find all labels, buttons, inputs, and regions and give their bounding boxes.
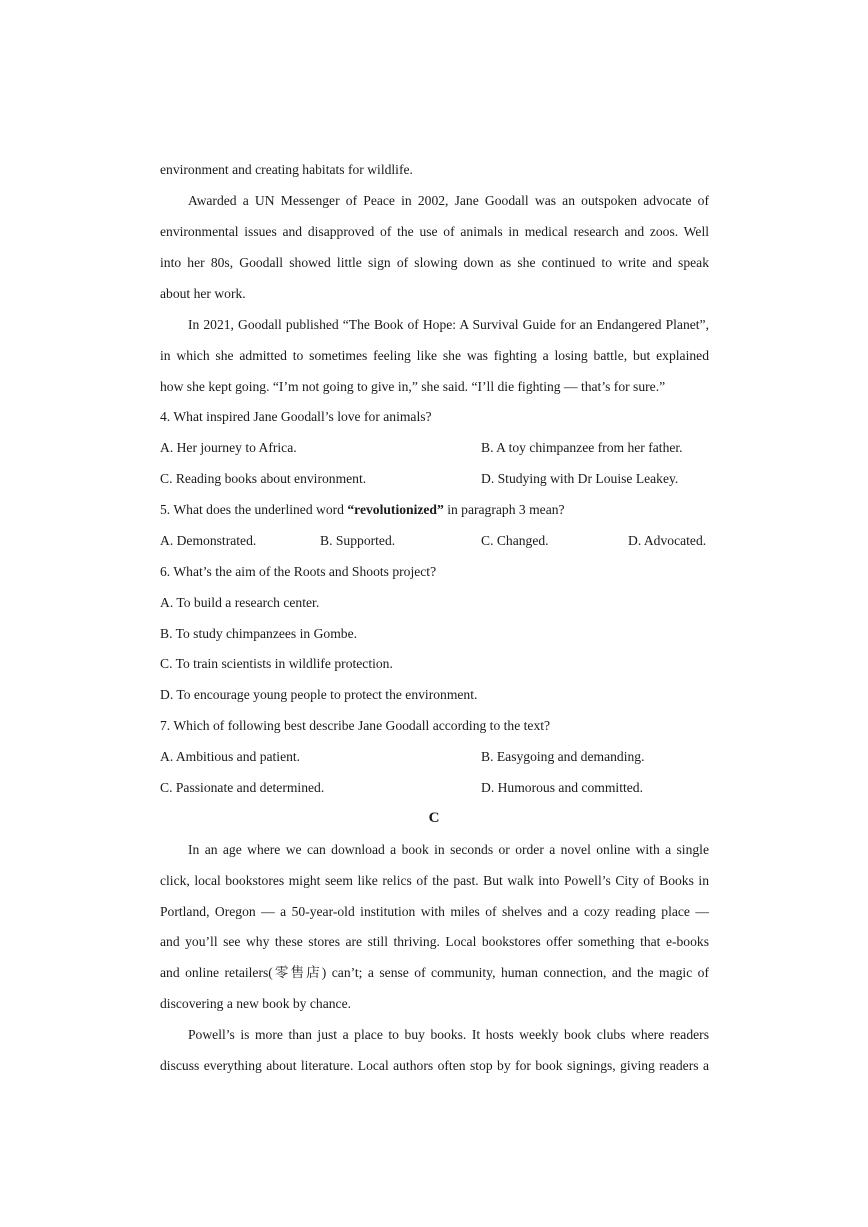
passage-c-line: click, local bookstores might seem like relics of the past. But walk into Powell’s City of Books in [160, 873, 709, 888]
q6-option-a: A. To build a research center. [160, 595, 320, 610]
q6-option-b: B. To study chimpanzees in Gombe. [160, 626, 358, 641]
q4-option-c: C. Reading books about environment. [160, 471, 367, 486]
q5-stem-pre: 5. What does the underlined word [160, 502, 348, 517]
q6-option-d: D. To encourage young people to protect the environment. [160, 687, 478, 702]
passage-c-line: discuss everything about literature. Local authors often stop by for book signings, giving readers a [160, 1058, 709, 1073]
question-6-stem: 6. What’s the aim of the Roots and Shoots project? [160, 564, 437, 579]
passage-c-line: discovering a new book by chance. [160, 996, 352, 1011]
q7-option-b: B. Easygoing and demanding. [481, 749, 645, 764]
passage-b-line: Awarded a UN Messenger of Peace in 2002, Jane Goodall was an outspoken advocate of [188, 193, 709, 208]
passage-c-line: and online retailers(零售店) can’t; a sense of community, human connection, and the magic of [160, 965, 709, 980]
passage-b-line: environmental issues and disapproved of the use of animals in medical research and zoos. Well [160, 224, 709, 239]
q5-option-b: B. Supported. [320, 533, 396, 548]
q7-option-c: C. Passionate and determined. [160, 780, 325, 795]
passage-c-heading: C [428, 810, 440, 826]
q5-stem-post: in paragraph 3 mean? [443, 502, 565, 517]
q5-option-c: C. Changed. [481, 533, 549, 548]
passage-b-line: in which she admitted to sometimes feeling like she was fighting a losing battle, but explained [160, 348, 709, 363]
q7-option-a: A. Ambitious and patient. [160, 749, 301, 764]
passage-b-line: into her 80s, Goodall showed little sign of slowing down as she continued to write and speak [160, 255, 709, 270]
passage-b-line: In 2021, Goodall published “The Book of Hope: A Survival Guide for an Endangered Planet”, [188, 317, 709, 332]
question-4-stem: 4. What inspired Jane Goodall’s love for animals? [160, 409, 432, 424]
passage-c-line: Portland, Oregon — a 50-year-old institution with miles of shelves and a cozy reading place — [160, 904, 709, 919]
q7-option-d: D. Humorous and committed. [481, 780, 643, 795]
passage-b-line: environment and creating habitats for wildlife. [160, 162, 413, 177]
q5-stem-word: “revolutionized” [347, 502, 444, 517]
passage-c-line: and you’ll see why these stores are still thriving. Local bookstores offer something that e-books [160, 934, 709, 949]
passage-b-line: how she kept going. “I’m not going to give in,” she said. “I’ll die fighting — that’s for sure.” [160, 379, 666, 394]
q5-option-a: A. Demonstrated. [160, 533, 257, 548]
q4-option-b: B. A toy chimpanzee from her father. [481, 440, 683, 455]
question-7-stem: 7. Which of following best describe Jane Goodall according to the text? [160, 718, 551, 733]
q5-option-d: D. Advocated. [628, 533, 707, 548]
q6-option-c: C. To train scientists in wildlife protection. [160, 656, 393, 671]
q4-option-d: D. Studying with Dr Louise Leakey. [481, 471, 679, 486]
q4-option-a: A. Her journey to Africa. [160, 440, 297, 455]
passage-c-line: Powell’s is more than just a place to buy books. It hosts weekly book clubs where readers [188, 1027, 709, 1042]
passage-b-line: about her work. [160, 286, 246, 301]
passage-c-line: In an age where we can download a book in seconds or order a novel online with a single [188, 842, 709, 857]
question-5-stem [160, 501, 709, 519]
